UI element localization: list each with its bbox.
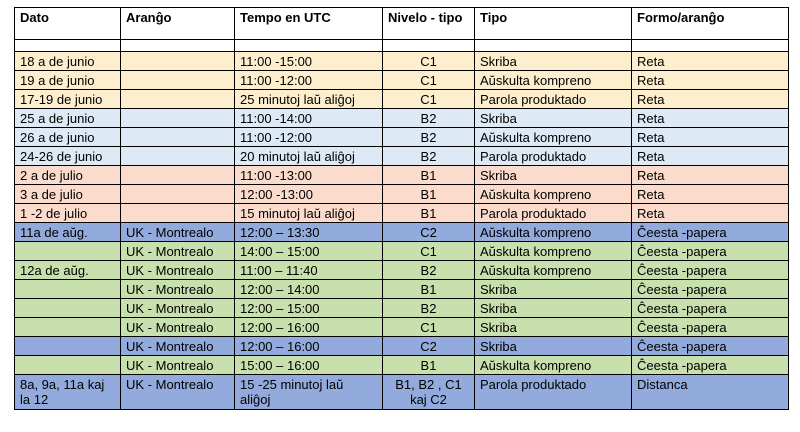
cell-form: Reta [632, 109, 789, 128]
cell-time: 11:00 – 11:40 [235, 261, 383, 280]
table-row [15, 185, 789, 204]
cell-date: 17-19 de junio [15, 90, 121, 109]
cell-form: Ĉeesta -papera [632, 242, 789, 261]
cell-place [121, 166, 235, 185]
cell-type: Parola produktado [475, 375, 632, 410]
header-type: Tipo [475, 8, 632, 40]
cell-time: 15 minutoj laŭ aliĝoj [235, 204, 383, 223]
cell-form: Ĉeesta -papera [632, 223, 789, 242]
cell-type: Aŭskulta kompreno [475, 185, 632, 204]
cell-form: Reta [632, 166, 789, 185]
header-date: Dato [15, 8, 121, 40]
table-row [15, 166, 789, 185]
cell-date [15, 337, 121, 356]
spacer-row [15, 40, 789, 52]
cell-time: 15:00 – 16:00 [235, 356, 383, 375]
table-row [15, 261, 789, 280]
cell-form: Ĉeesta -papera [632, 280, 789, 299]
cell-date [15, 356, 121, 375]
cell-place: UK - Montrealo [121, 261, 235, 280]
cell-type: Skriba [475, 318, 632, 337]
cell-form: Reta [632, 185, 789, 204]
cell-form: Ĉeesta -papera [632, 337, 789, 356]
table-row [15, 280, 789, 299]
header-time: Tempo en UTC [235, 8, 383, 40]
cell-time: 12:00 – 16:00 [235, 318, 383, 337]
cell-level: B1 [383, 280, 475, 299]
cell-form: Reta [632, 147, 789, 166]
cell-form: Ĉeesta -papera [632, 261, 789, 280]
cell-level: B2 [383, 147, 475, 166]
cell-time: 12:00 -13:00 [235, 185, 383, 204]
cell-date: 1 -2 de julio [15, 204, 121, 223]
cell-type: Parola produktado [475, 204, 632, 223]
cell-form: Reta [632, 204, 789, 223]
schedule-table [14, 7, 789, 410]
cell-place: UK - Montrealo [121, 318, 235, 337]
cell-place [121, 109, 235, 128]
table-row [15, 90, 789, 109]
cell-time: 12:00 – 14:00 [235, 280, 383, 299]
cell-time: 12:00 – 16:00 [235, 337, 383, 356]
table-row [15, 71, 789, 90]
cell-date: 8a, 9a, 11a kaj la 12 [15, 375, 121, 410]
cell-level: C2 [383, 223, 475, 242]
cell-type: Aŭskulta kompreno [475, 128, 632, 147]
cell-type: Aŭskulta kompreno [475, 223, 632, 242]
cell-time: 12:00 – 15:00 [235, 299, 383, 318]
cell-level: B1 [383, 185, 475, 204]
cell-place [121, 128, 235, 147]
cell-place: UK - Montrealo [121, 375, 235, 410]
cell-place [121, 147, 235, 166]
cell-date [15, 318, 121, 337]
cell-date [15, 299, 121, 318]
cell-date: 12a de aŭg. [15, 261, 121, 280]
cell-date: 18 a de junio [15, 52, 121, 71]
cell-type: Aŭskulta kompreno [475, 71, 632, 90]
cell-place: UK - Montrealo [121, 337, 235, 356]
cell-date [15, 280, 121, 299]
cell-type: Aŭskulta kompreno [475, 356, 632, 375]
cell-place: UK - Montrealo [121, 223, 235, 242]
cell-type: Parola produktado [475, 90, 632, 109]
cell-level: B2 [383, 299, 475, 318]
cell-date: 26 a de junio [15, 128, 121, 147]
table-row [15, 242, 789, 261]
cell-time: 20 minutoj laŭ aliĝoj [235, 147, 383, 166]
spacer-cell [15, 40, 121, 52]
cell-type: Aŭskulta kompreno [475, 242, 632, 261]
cell-level: B2 [383, 109, 475, 128]
cell-time: 12:00 – 13:30 [235, 223, 383, 242]
table-row [15, 147, 789, 166]
cell-type: Skriba [475, 280, 632, 299]
cell-level: B2 [383, 128, 475, 147]
cell-type: Skriba [475, 166, 632, 185]
table-row [15, 337, 789, 356]
header-form: Formo/aranĝo [632, 8, 789, 40]
cell-form: Reta [632, 71, 789, 90]
table-row [15, 299, 789, 318]
spacer-cell [235, 40, 383, 52]
cell-type: Skriba [475, 52, 632, 71]
cell-place [121, 185, 235, 204]
cell-time: 11:00 -12:00 [235, 128, 383, 147]
table-row [15, 128, 789, 147]
cell-place [121, 204, 235, 223]
table-row [15, 52, 789, 71]
cell-form: Reta [632, 90, 789, 109]
cell-time: 11:00 -15:00 [235, 52, 383, 71]
cell-type: Aŭskulta kompreno [475, 261, 632, 280]
cell-place: UK - Montrealo [121, 280, 235, 299]
cell-date: 3 a de julio [15, 185, 121, 204]
cell-level: C1 [383, 52, 475, 71]
cell-form: Ĉeesta -papera [632, 299, 789, 318]
cell-date: 11a de aŭg. [15, 223, 121, 242]
cell-date: 2 a de julio [15, 166, 121, 185]
table-row [15, 109, 789, 128]
cell-time: 11:00 -12:00 [235, 71, 383, 90]
cell-date: 25 a de junio [15, 109, 121, 128]
cell-date [15, 242, 121, 261]
cell-place [121, 52, 235, 71]
cell-form: Ĉeesta -papera [632, 356, 789, 375]
cell-level: B2 [383, 261, 475, 280]
cell-level: C1 [383, 318, 475, 337]
cell-type: Skriba [475, 109, 632, 128]
cell-type: Skriba [475, 337, 632, 356]
cell-place [121, 90, 235, 109]
cell-level: B1 [383, 356, 475, 375]
cell-time: 14:00 – 15:00 [235, 242, 383, 261]
cell-time: 15 -25 minutoj laŭ aliĝoj [235, 375, 383, 410]
cell-level: B1 [383, 166, 475, 185]
table-row [15, 375, 789, 410]
cell-place: UK - Montrealo [121, 299, 235, 318]
cell-place: UK - Montrealo [121, 356, 235, 375]
table-row [15, 356, 789, 375]
table-row [15, 204, 789, 223]
table-row [15, 223, 789, 242]
cell-time: 11:00 -13:00 [235, 166, 383, 185]
spacer-cell [475, 40, 632, 52]
cell-type: Parola produktado [475, 147, 632, 166]
header-row [15, 8, 789, 40]
cell-type: Skriba [475, 299, 632, 318]
table-row [15, 318, 789, 337]
header-place: Aranĝo [121, 8, 235, 40]
cell-place: UK - Montrealo [121, 242, 235, 261]
cell-form: Ĉeesta -papera [632, 318, 789, 337]
cell-time: 25 minutoj laŭ aliĝoj [235, 90, 383, 109]
cell-level: C1 [383, 90, 475, 109]
cell-form: Distanca [632, 375, 789, 410]
cell-time: 11:00 -14:00 [235, 109, 383, 128]
spacer-cell [383, 40, 475, 52]
cell-level: C1 [383, 242, 475, 261]
cell-level: B1 [383, 204, 475, 223]
exam-schedule [14, 7, 789, 410]
cell-date: 19 a de junio [15, 71, 121, 90]
header-level: Nivelo - tipo [383, 8, 475, 40]
spacer-cell [632, 40, 789, 52]
cell-level: C1 [383, 71, 475, 90]
cell-place [121, 71, 235, 90]
cell-level: C2 [383, 337, 475, 356]
cell-level: B1, B2 , C1 kaj C2 [383, 375, 475, 410]
cell-form: Reta [632, 128, 789, 147]
cell-date: 24-26 de junio [15, 147, 121, 166]
cell-form: Reta [632, 52, 789, 71]
spacer-cell [121, 40, 235, 52]
